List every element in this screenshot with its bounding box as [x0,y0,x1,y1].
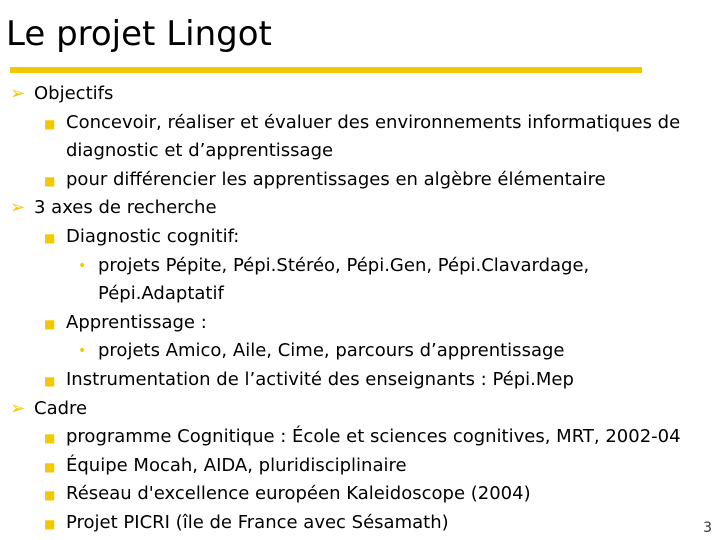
bullet-item-level-2 [0,423,720,452]
square-bullet-icon: ■ [44,459,56,474]
bullet-text: Objectifs [34,83,114,104]
arrow-bullet-icon: ➢ [10,197,26,219]
bullet-item-level-1 [0,80,720,109]
bullet-text: programme Cognitique : École et sciences cognitives, MRT, 2002-04 [66,426,681,448]
bullet-item-level-2 [0,509,720,538]
arrow-bullet-icon: ➢ [10,397,26,419]
page-number: 3 [703,520,712,536]
bullet-text: Apprentissage : [66,311,207,333]
dot-bullet-icon: • [78,343,87,360]
bullet-item-level-3 [0,280,720,309]
bullet-item-level-3 [0,337,720,366]
slide-title: Le projet Lingot [6,14,272,54]
bullet-text: Pépi.Adaptatif [98,283,224,305]
bullet-text: 3 axes de recherche [34,197,217,219]
bullet-item-level-2 [0,480,720,509]
dot-bullet-icon: • [78,257,87,274]
bullet-text: Projet PICRI (île de France avec Sésamath) [66,512,449,533]
arrow-bullet-icon: ➢ [10,83,26,104]
bullet-text: Réseau d'excellence européen Kaleidoscope (2004) [66,483,531,505]
bullet-text: projets Amico, Aile, Cime, parcours d’apprentissage [98,340,565,362]
bullet-item-level-2 [0,452,720,481]
title-underline [10,67,642,73]
square-bullet-icon: ■ [44,517,56,531]
square-bullet-icon: ■ [44,488,56,503]
bullet-text: Concevoir, réaliser et évaluer des environnements informatiques de [66,111,681,133]
bullet-item-level-2 [0,109,720,138]
square-bullet-icon: ■ [44,431,56,446]
bullet-text: Cadre [34,397,88,419]
bullet-text: projets Pépite, Pépi.Stéréo, Pépi.Gen, Pépi.Clavardage, [98,254,590,276]
square-bullet-icon: ■ [44,374,56,388]
square-bullet-icon: ■ [44,116,56,131]
square-bullet-icon: ■ [44,173,56,188]
bullet-text: Équipe Mocah, AIDA, pluridisciplinaire [66,454,407,476]
bullet-item-level-2 [0,166,720,195]
bullet-text: pour différencier les apprentissages en algèbre élémentaire [66,168,606,190]
square-bullet-icon: ■ [44,316,56,331]
square-bullet-icon: ■ [44,231,56,245]
bullet-item-level-2 [0,366,720,395]
bullet-item-level-1 [0,395,720,424]
bullet-text: diagnostic et d’apprentissage [66,140,334,162]
bullet-item-level-2 [0,223,720,252]
bullet-item-level-3 [0,252,720,281]
bullet-text: Diagnostic cognitif: [66,226,240,247]
bullet-item-level-1 [0,194,720,223]
bullet-item-level-2 [0,309,720,338]
bullet-item-level-2 [0,137,720,166]
bullet-text: Instrumentation de l’activité des enseignants : Pépi.Mep [66,369,574,390]
